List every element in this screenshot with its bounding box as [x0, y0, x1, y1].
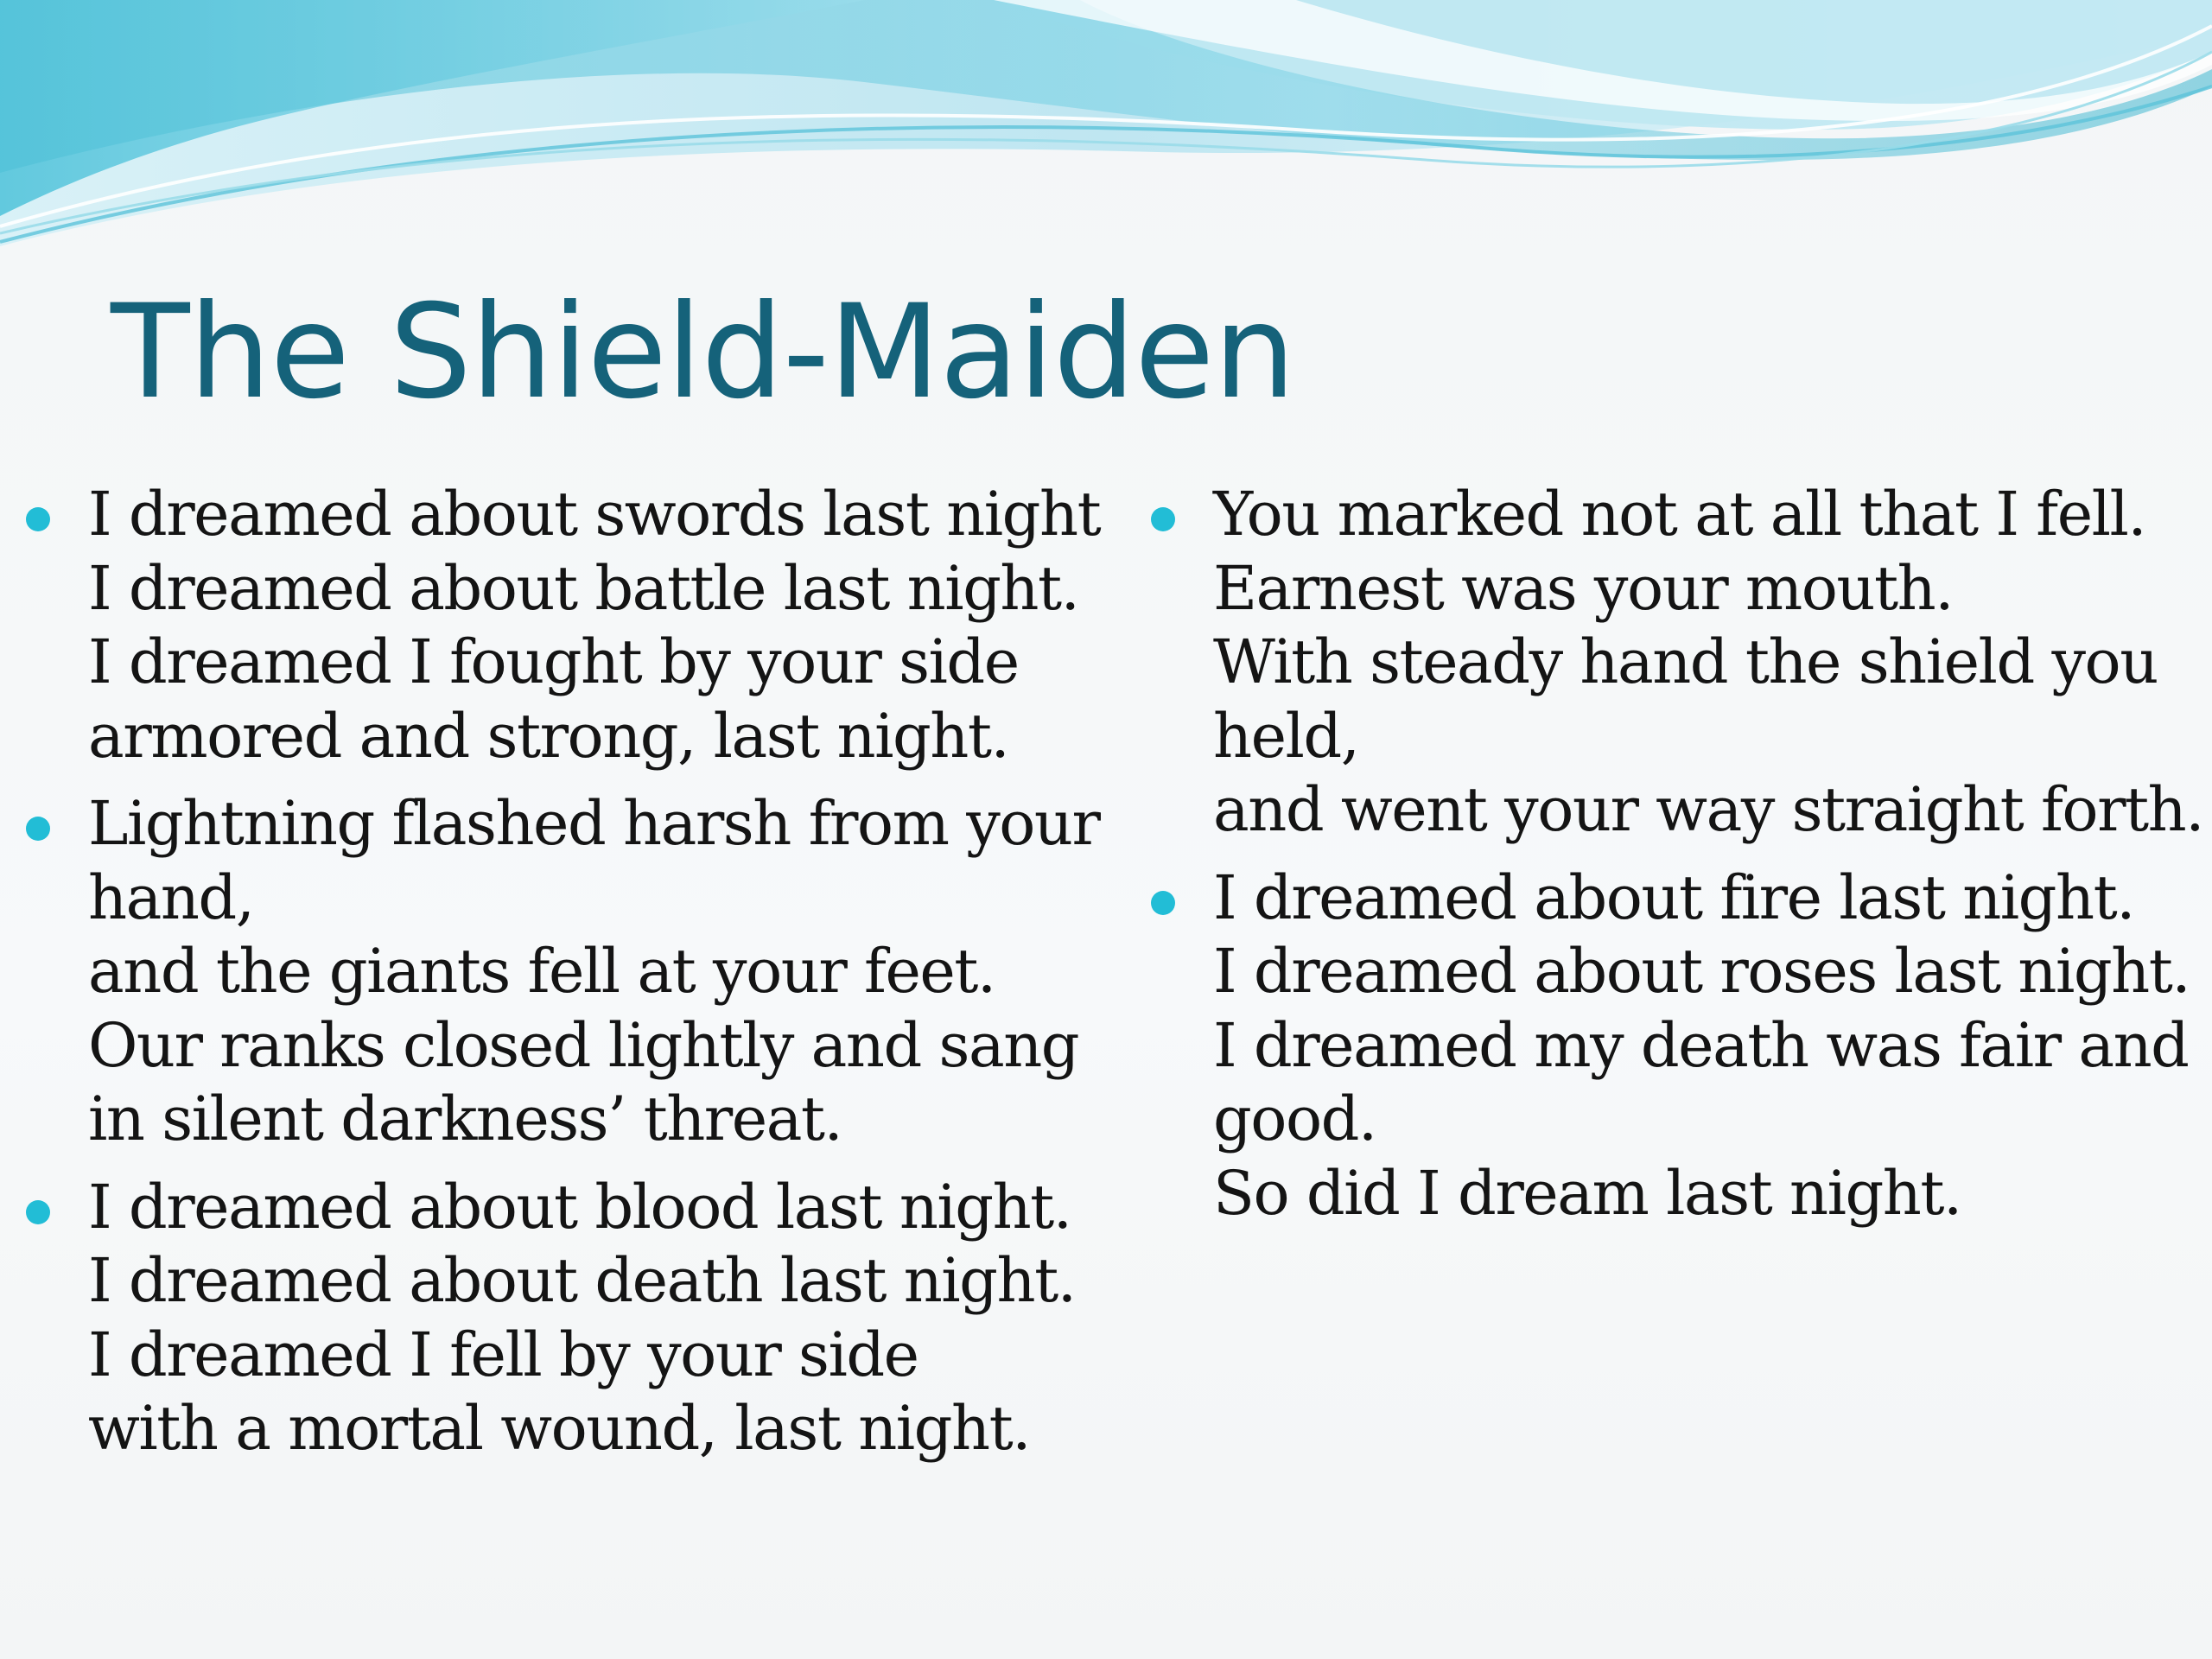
bullet-icon: [1151, 507, 1175, 531]
stanza-item: [1123, 861, 2190, 1231]
stanza-item: [0, 1171, 1076, 1466]
poem-line: and the giants fell at your feet.: [88, 936, 995, 1007]
poem-line: I dreamed I fell by your side: [88, 1319, 918, 1390]
poem-line: I dreamed I fought by your side: [88, 626, 1019, 697]
poem-line: good.: [1213, 1084, 1376, 1154]
stanza-item: [1123, 478, 2204, 848]
poem-line: I dreamed about swords last night: [88, 479, 1101, 550]
poem-line: hand,: [88, 861, 254, 933]
poem-line: with a mortal wound, last night.: [88, 1393, 1030, 1464]
poem-line: I dreamed my death was fair and: [1213, 1009, 2189, 1081]
poem-line: Lightning flashed harsh from your: [88, 788, 1100, 859]
bullet-icon: [26, 1200, 50, 1224]
poem-line: Our ranks closed lightly and sang: [88, 1009, 1079, 1081]
bullet-icon: [1151, 891, 1175, 915]
poem-line: You marked not at all that I fell.: [1213, 479, 2146, 550]
poem-line: I dreamed about battle last night.: [88, 552, 1079, 624]
poem-line: armored and strong, last night.: [88, 700, 1009, 772]
poem-line: So did I dream last night.: [1213, 1157, 1961, 1229]
stanza-item: [0, 478, 1101, 773]
right-column: [1123, 478, 2204, 1244]
poem-line: I dreamed about death last night.: [88, 1245, 1076, 1316]
bullet-icon: [26, 507, 50, 531]
poem-line: in silent darkness’ threat.: [88, 1084, 842, 1154]
stanza-item: [0, 787, 1100, 1157]
slide-title: The Shield-Maiden: [111, 277, 1295, 428]
bullet-icon: [26, 817, 50, 841]
poem-line: I dreamed about roses last night.: [1213, 936, 2190, 1007]
wave-header-decoration: [0, 0, 2212, 276]
left-column: [0, 478, 1101, 1480]
poem-line: Earnest was your mouth.: [1213, 552, 1953, 624]
poem-line: held,: [1213, 700, 1359, 772]
poem-line: I dreamed about blood last night.: [88, 1171, 1071, 1243]
poem-line: I dreamed about fire last night.: [1213, 861, 2134, 933]
poem-line: and went your way straight forth.: [1213, 774, 2204, 845]
poem-line: With steady hand the shield you: [1213, 626, 2158, 697]
